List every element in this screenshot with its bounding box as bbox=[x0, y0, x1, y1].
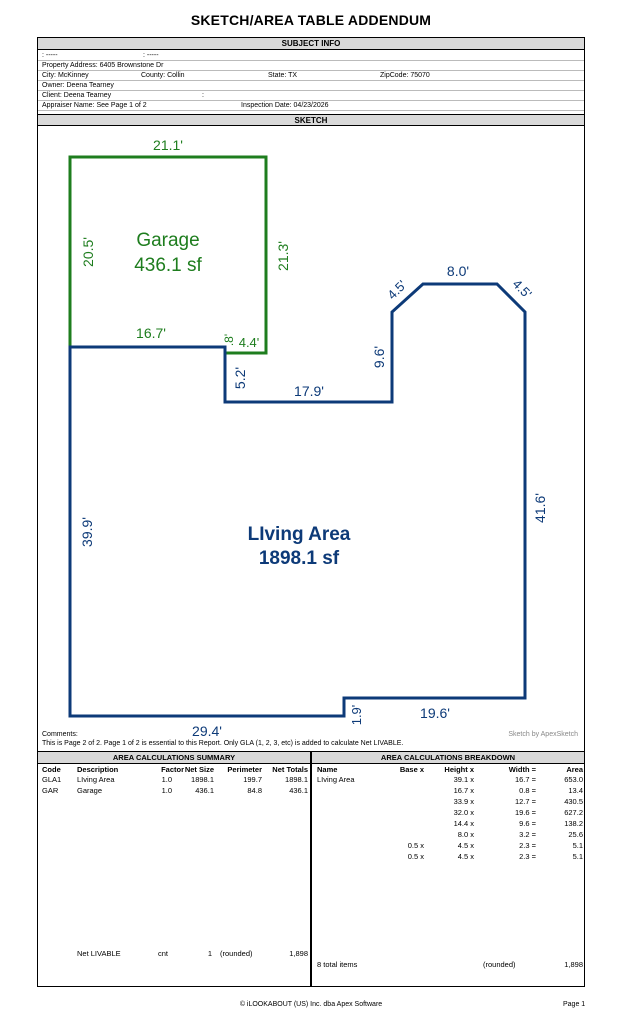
bd-area: 5.1 bbox=[572, 852, 583, 861]
property-address: Property Address: 6405 Brownstone Dr bbox=[42, 62, 164, 69]
dim-living-52: 5.2' bbox=[232, 366, 248, 390]
info-field-b: : ----- bbox=[143, 52, 159, 59]
living-area-outline bbox=[70, 284, 525, 716]
dim-garage-top: 21.1' bbox=[153, 137, 183, 153]
summary-row-netsize: 436.1 bbox=[195, 786, 214, 795]
sketch-header: SKETCH bbox=[38, 114, 584, 126]
bd-width: 3.2 = bbox=[519, 830, 536, 839]
summary-col-nettotals: Net Totals bbox=[272, 765, 308, 774]
breakdown-col-width: Width = bbox=[508, 765, 536, 774]
bd-area: 5.1 bbox=[572, 841, 583, 850]
bd-height: 4.5 x bbox=[457, 841, 474, 850]
summary-col-netsize: Net Size bbox=[184, 765, 214, 774]
page-title: SKETCH/AREA TABLE ADDENDUM bbox=[190, 12, 432, 28]
summary-row-nettotal: 1898.1 bbox=[285, 775, 308, 784]
comments-label: Comments: bbox=[42, 731, 78, 738]
bd-height: 16.7 x bbox=[453, 786, 474, 795]
bd-area: 653.0 bbox=[564, 775, 583, 784]
dim-garage-bottom: 16.7' bbox=[136, 325, 166, 341]
breakdown-header: AREA CALCULATIONS BREAKDOWN bbox=[312, 752, 584, 763]
client-extra: : bbox=[202, 92, 204, 99]
bd-area: 25.6 bbox=[568, 830, 583, 839]
summary-col-perimeter: Perimeter bbox=[227, 765, 262, 774]
summary-row-description: LIving Area bbox=[77, 775, 115, 784]
city: City: McKinney bbox=[42, 72, 89, 79]
breakdown-total-value: 1,898 bbox=[564, 960, 583, 969]
sketch-credit: Sketch by ApexSketch bbox=[508, 731, 578, 738]
summary-row-factor: 1.0 bbox=[161, 775, 172, 784]
client: Client: Deena Tearney bbox=[42, 92, 112, 99]
dim-living-45a: 4.5' bbox=[384, 277, 410, 303]
dim-living-196: 19.6' bbox=[420, 705, 450, 721]
bd-width: 12.7 = bbox=[514, 797, 536, 806]
footer-copyright: © iLOOKABOUT (US) Inc. dba Apex Software bbox=[239, 1001, 383, 1008]
net-livable-count: 1 bbox=[207, 949, 212, 958]
breakdown-col-name: Name bbox=[317, 765, 338, 774]
dim-living-19: 1.9' bbox=[349, 704, 364, 726]
dim-garage-right: 21.3' bbox=[275, 241, 291, 271]
net-livable-total: 1,898 bbox=[289, 949, 308, 958]
summary-header: AREA CALCULATIONS SUMMARY bbox=[38, 752, 310, 763]
dim-living-179: 17.9' bbox=[294, 383, 324, 399]
bd-base: 0.5 x bbox=[407, 852, 424, 861]
summary-row-description: Garage bbox=[77, 786, 103, 795]
bd-height: 14.4 x bbox=[453, 819, 474, 828]
footer-page: Page 1 bbox=[563, 1001, 586, 1008]
bd-height: 33.9 x bbox=[453, 797, 474, 806]
living-area-name: LIving Area bbox=[247, 524, 351, 545]
summary-row-netsize: 1898.1 bbox=[191, 775, 214, 784]
owner: Owner: Deena Tearney bbox=[42, 82, 114, 89]
inspection-date: Inspection Date: 04/23/2026 bbox=[241, 102, 329, 109]
bd-width: 9.6 = bbox=[519, 819, 536, 828]
bd-width: 19.6 = bbox=[514, 808, 536, 817]
bd-height: 4.5 x bbox=[457, 852, 474, 861]
bd-height: 8.0 x bbox=[457, 830, 474, 839]
bd-area: 138.2 bbox=[564, 819, 583, 828]
bd-area: 13.4 bbox=[568, 786, 583, 795]
summary-col-description: Description bbox=[77, 765, 119, 774]
living-area-size: 1898.1 sf bbox=[258, 548, 340, 569]
breakdown-col-area: Area bbox=[566, 765, 583, 774]
dim-living-294: 29.4' bbox=[192, 723, 222, 739]
summary-row-code: GLA1 bbox=[42, 775, 62, 784]
subject-info-header: SUBJECT INFO bbox=[38, 38, 584, 50]
summary-col-factor: Factor bbox=[161, 765, 184, 774]
table-divider bbox=[310, 751, 312, 987]
dim-living-416: 41.6' bbox=[532, 493, 548, 523]
breakdown-col-height: Height x bbox=[444, 765, 474, 774]
summary-row-code: GAR bbox=[42, 786, 59, 795]
bd-area: 627.2 bbox=[564, 808, 583, 817]
bd-width: 0.8 = bbox=[519, 786, 536, 795]
breakdown-total-label: 8 total items bbox=[317, 960, 358, 969]
summary-row-nettotal: 436.1 bbox=[289, 786, 308, 795]
net-livable-cnt: cnt bbox=[158, 949, 169, 958]
comments-text: This is Page 2 of 2. Page 1 of 2 is essential to this Report. Only GLA (1, 2, 3, etc) is added to calculate Net LIVABLE. bbox=[42, 740, 404, 747]
header-rule bbox=[38, 763, 584, 764]
dim-garage-left: 20.5' bbox=[80, 237, 96, 267]
bd-base: 0.5 x bbox=[407, 841, 424, 850]
summary-row-perimeter: 199.7 bbox=[243, 775, 262, 784]
dim-living-45b: 4.5' bbox=[509, 276, 535, 302]
dim-garage-44: 4.4' bbox=[238, 335, 260, 350]
bd-height: 39.1 x bbox=[453, 775, 474, 784]
bd-area: 430.5 bbox=[564, 797, 583, 806]
garage-area: 436.1 sf bbox=[134, 255, 202, 276]
bd-height: 32.0 x bbox=[453, 808, 474, 817]
county: County: Collin bbox=[141, 72, 185, 79]
net-livable-rounded: (rounded) bbox=[220, 949, 253, 958]
info-field-a: : ----- bbox=[42, 52, 58, 59]
bd-width: 2.3 = bbox=[519, 852, 536, 861]
bd-width: 2.3 = bbox=[519, 841, 536, 850]
dim-living-96: 9.6' bbox=[371, 345, 387, 369]
dim-living-80: 8.0' bbox=[446, 263, 470, 279]
bd-width: 16.7 = bbox=[514, 775, 536, 784]
garage-name: Garage bbox=[136, 230, 200, 251]
breakdown-col-base: Base x bbox=[399, 765, 424, 774]
net-livable-label: Net LIVABLE bbox=[77, 949, 121, 958]
breakdown-total-rounded: (rounded) bbox=[483, 960, 516, 969]
appraiser-name: Appraiser Name: See Page 1 of 2 bbox=[42, 102, 147, 109]
summary-row-perimeter: 84.8 bbox=[247, 786, 262, 795]
breakdown-name: LIving Area bbox=[317, 775, 355, 784]
summary-row-factor: 1.0 bbox=[161, 786, 172, 795]
state: State: TX bbox=[268, 72, 298, 79]
dim-living-399: 39.9' bbox=[79, 517, 95, 547]
summary-col-code: Code bbox=[42, 765, 61, 774]
dim-garage-step: .8' bbox=[222, 333, 236, 347]
zipcode: ZipCode: 75070 bbox=[380, 72, 430, 79]
